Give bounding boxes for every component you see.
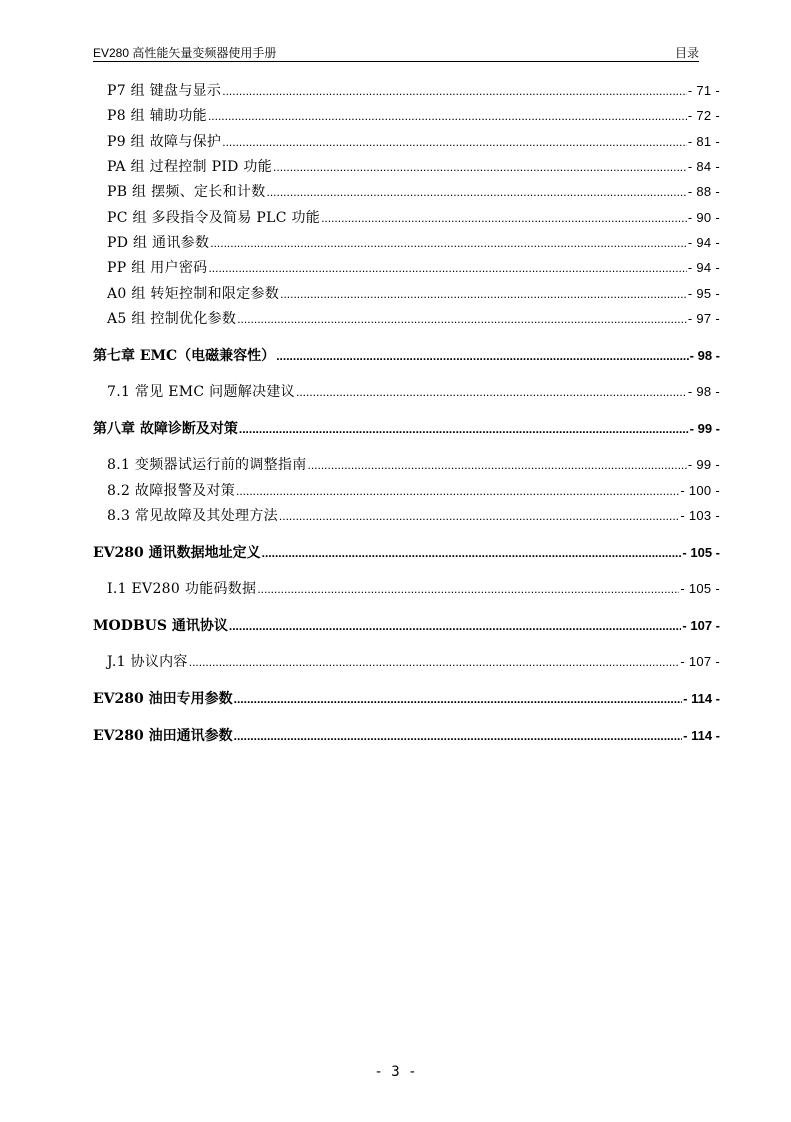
toc-entry-page: - 100 -: [680, 483, 720, 498]
toc-entry-title: 8.2 故障报警及对策: [107, 483, 236, 499]
toc-section-entry[interactable]: [107, 233, 720, 253]
toc-chapter-entry[interactable]: [93, 419, 720, 439]
toc-entry-title: PP 组 用户密码: [107, 260, 208, 276]
toc-section-entry[interactable]: [107, 506, 720, 526]
dot-leader: [296, 382, 687, 402]
toc-chapter-entry[interactable]: [93, 346, 720, 366]
dot-leader: [189, 652, 680, 672]
toc-entry-page: - 88 -: [687, 184, 720, 199]
toc-section-entry[interactable]: [107, 157, 720, 177]
manual-title: EV280 高性能矢量变频器使用手册: [93, 46, 277, 60]
toc-entry-title: 第七章 EMC（电磁兼容性）: [93, 348, 276, 364]
dot-leader: [267, 182, 687, 202]
toc-entry-page: - 90 -: [687, 210, 720, 225]
toc-entry-title: A0 组 转矩控制和限定参数: [107, 286, 280, 302]
toc-entry-title: PD 组 通讯参数: [107, 235, 210, 251]
toc-entry-page: - 81 -: [687, 134, 720, 149]
toc-entry-title: MODBUS 通讯协议: [93, 618, 228, 634]
toc-entry-page: - 98 -: [689, 348, 720, 363]
toc-chapter-entry[interactable]: [93, 616, 720, 636]
toc-entry-page: - 94 -: [687, 235, 720, 250]
toc-entry-title: PB 组 摆频、定长和计数: [107, 184, 266, 200]
toc-section-entry[interactable]: [107, 382, 720, 402]
toc-section-entry[interactable]: [107, 481, 720, 501]
toc-entry-title: 第八章 故障诊断及对策: [93, 421, 238, 437]
toc-section-entry[interactable]: [107, 81, 720, 101]
toc-section-entry[interactable]: [107, 455, 720, 475]
toc-section-entry[interactable]: [107, 579, 720, 599]
toc-entry-title: 7.1 常见 EMC 问题解决建议: [107, 384, 295, 400]
dot-leader: [273, 157, 687, 177]
section-label: 目录: [674, 46, 699, 60]
toc-section-entry[interactable]: [107, 652, 720, 672]
dot-leader: [234, 726, 683, 746]
toc-section-entry[interactable]: [107, 284, 720, 304]
toc-entry-page: - 84 -: [687, 159, 720, 174]
toc-entry-page: - 105 -: [680, 581, 720, 596]
toc-entry-title: PA 组 过程控制 PID 功能: [107, 159, 273, 175]
toc-entry-page: - 97 -: [687, 311, 720, 326]
toc-chapter-entry[interactable]: [93, 726, 720, 746]
toc-entry-page: - 94 -: [687, 260, 720, 275]
dot-leader: [308, 455, 687, 475]
page-number: - 3 -: [374, 1064, 417, 1080]
toc-entry-title: 8.3 常见故障及其处理方法: [107, 508, 278, 524]
toc-section-entry[interactable]: [107, 182, 720, 202]
toc-entry-title: PC 组 多段指令及简易 PLC 功能: [107, 210, 321, 226]
dot-leader: [262, 543, 682, 563]
toc-entry-page: - 98 -: [687, 384, 720, 399]
toc-entry-page: - 71 -: [687, 83, 720, 98]
dot-leader: [276, 346, 688, 366]
dot-leader: [321, 208, 687, 228]
toc-section-entry[interactable]: [107, 132, 720, 152]
dot-leader: [210, 233, 687, 253]
toc-section-entry[interactable]: [107, 106, 720, 126]
toc-entry-page: - 95 -: [687, 286, 720, 301]
toc-entry-title: I.1 EV280 功能码数据: [107, 581, 257, 597]
dot-leader: [222, 132, 687, 152]
toc-entry-page: - 99 -: [687, 457, 720, 472]
toc-entry-title: A5 组 控制优化参数: [107, 311, 237, 327]
dot-leader: [239, 419, 689, 439]
dot-leader: [257, 579, 679, 599]
toc-entry-page: - 105 -: [682, 545, 720, 560]
toc-section-entry[interactable]: [107, 208, 720, 228]
toc-entry-title: 8.1 变频器试运行前的调整指南: [107, 457, 307, 473]
toc-section-entry[interactable]: [107, 309, 720, 329]
toc-entry-page: - 114 -: [683, 691, 720, 706]
page-header: [93, 44, 699, 62]
toc-entry-title: P7 组 键盘与显示: [107, 83, 222, 99]
dot-leader: [222, 81, 687, 101]
dot-leader: [208, 106, 687, 126]
toc-entry-title: P8 组 辅助功能: [107, 108, 207, 124]
toc-entry-title: EV280 油田通讯参数: [93, 728, 233, 744]
toc-entry-page: - 99 -: [689, 421, 720, 436]
dot-leader: [236, 481, 679, 501]
toc-entry-page: - 103 -: [680, 508, 720, 523]
toc-chapter-entry[interactable]: [93, 543, 720, 563]
toc-entry-title: P9 组 故障与保护: [107, 134, 222, 150]
dot-leader: [279, 506, 679, 526]
dot-leader: [280, 284, 687, 304]
toc-entry-title: EV280 通讯数据地址定义: [93, 545, 261, 561]
toc-entry-page: - 72 -: [687, 108, 720, 123]
toc-chapter-entry[interactable]: [93, 689, 720, 709]
toc-entry-page: - 107 -: [680, 654, 720, 669]
dot-leader: [234, 689, 683, 709]
toc-entry-page: - 107 -: [682, 618, 720, 633]
dot-leader: [237, 309, 687, 329]
toc-entry-title: EV280 油田专用参数: [93, 691, 233, 707]
toc-section-entry[interactable]: [107, 258, 720, 278]
dot-leader: [208, 258, 686, 278]
toc-entry-page: - 114 -: [683, 728, 720, 743]
toc-entry-title: J.1 协议内容: [107, 654, 188, 670]
dot-leader: [229, 616, 682, 636]
